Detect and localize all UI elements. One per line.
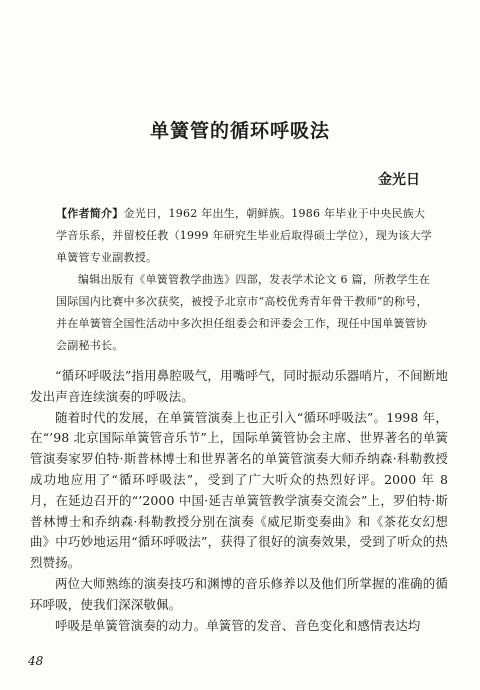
article-title: 单簧管的循环呼吸法: [149, 120, 330, 142]
bio-intro-text: 金光日，1962 年出生，朝鲜族。1986 年毕业于中央民族大学音乐系，并留校任教（1999 年研究生毕业后取得硕士学位），现为该大学单簧管专业副教授。: [56, 207, 432, 264]
body-paragraph-1: “循环呼吸法”指用鼻腔吸气，用嘴呼气，同时振动乐器哨片，不间断地发出声音连续演奏的呼吸法。: [30, 368, 448, 404]
page-number: 48: [28, 654, 44, 668]
bio-details-paragraph: 编辑出版有《单簧管教学曲选》四部，发表学术论文 6 篇，所教学生在国际国内比赛中多次获奖，被授予北京市“高校优秀青年骨干教师”的称号，并在单簧管全国性活动中多次担任组委会和评委会工作，现任中国单簧管协会副秘书长。: [56, 273, 431, 352]
bio-label: 【作者简介】: [56, 207, 124, 220]
bio-intro-paragraph: [56, 203, 432, 269]
body-paragraph-2: 随着时代的发展，在单簧管演奏上也正引入“循环呼吸法”。1998 年，在“’98 北京国际单簧管音乐节”上，国际单簧管协会主席、世界著名的单簧管演奏家罗伯特·斯普林博士和世界著名的单簧管演奏大师乔纳森·科勒教授成功地应用了“循环呼吸法”，受到了广大听众的热烈好评。2000 年 8 月，在延边召开的“’2000 中国·延吉单簧管教学演奏交流会”上，罗伯特·斯普林博士和乔纳森·科勒教授分别在演奏《威尼斯变奏曲》和《茶花女幻想曲》中巧妙地运用“循环呼吸法”，获得了很好的演奏效果，受到了听众的热烈赞扬。: [30, 409, 448, 571]
body-paragraph-4: 呼吸是单簧管演奏的动力。单簧管的发音、音色变化和感情表达均: [55, 617, 421, 633]
author-name: 金光日: [378, 172, 420, 188]
author-bio: [56, 203, 432, 357]
body-paragraph-3: 两位大师熟练的演奏技巧和渊博的音乐修养以及他们所掌握的准确的循环呼吸，使我们深深敬佩。: [30, 575, 448, 612]
article-body: [30, 366, 448, 636]
